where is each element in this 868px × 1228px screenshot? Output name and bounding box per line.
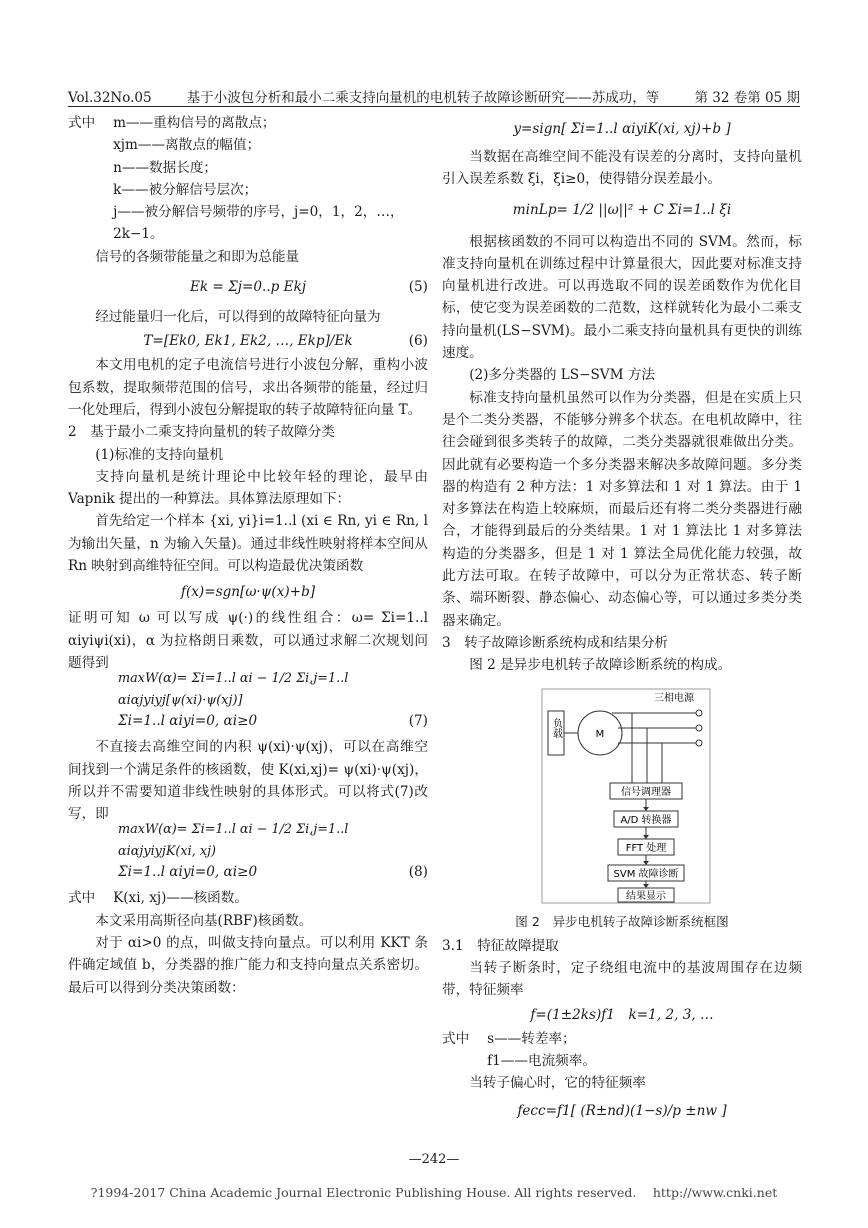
copyright-footer: ?1994-2017 China Academic Journal Electronic Publishing House. All rights reserved. http://www.cnki.net bbox=[90, 1185, 778, 1200]
paragraph: 根据核函数的不同可以构造出不同的 SVM。然而，标准支持向量机在训练过程中计算量很大，因此要对标准支持向量机进行改进。可以再选取不同的误差函数作为优化目标，使它变为误差函数的二范数，这样就转化为最小二乘支持向量机(LS−SVM)。最小二乘支持向量机具有更快的训练速度。 bbox=[442, 233, 802, 362]
paragraph: 对于 αi>0 的点，叫做支持向量点。可以利用 KKT 条件确定域值 b，分类器的推广能力和支持向量点关系密切。最后可以得到分类决策函数： bbox=[68, 935, 428, 996]
equation-7a bbox=[68, 670, 428, 709]
page-number: —242— bbox=[408, 1152, 460, 1167]
equation-text: T=[Ek0, Ek1, Ek2, …, Ekp]/Ek bbox=[143, 333, 353, 350]
paragraph: 本文用电机的定子电流信号进行小波包分解，重构小波包系数，提取频带范围的信号，求出各频带的能量，经过归一化处理后，得到小波包分解提取的转子故障特征向量 T。 bbox=[68, 357, 428, 418]
paragraph: 图 2 是异步电机转子故障诊断系统的构成。 bbox=[469, 657, 732, 674]
arrow-head bbox=[643, 884, 649, 888]
motor-label: M bbox=[595, 728, 605, 740]
volume-label: Vol.32No.05 bbox=[68, 90, 152, 106]
paragraph: 当数据在高维空间不能没有误差的分离时，支持向量机引入误差系数 ξi，ξi≥0，使得错分误差最小。 bbox=[442, 149, 802, 188]
arrow-head bbox=[643, 861, 649, 865]
definition-line: 2k−1。 bbox=[68, 226, 164, 243]
classification-equation bbox=[442, 112, 802, 146]
issue-label: 第 32 卷第 05 期 bbox=[694, 90, 800, 106]
definition-line: f1——电流频率。 bbox=[442, 1053, 596, 1070]
subsection-heading: (1)标准的支持向量机 bbox=[95, 446, 224, 463]
block-label: SVM 故障诊断 bbox=[613, 868, 679, 880]
definition-line: 式中 K(xi, xj)——核函数。 bbox=[68, 890, 248, 907]
decision-function-equation bbox=[68, 577, 428, 607]
paragraph: 当转子断条时，定子绕组电流中的基波周围存在边频带，特征频率 bbox=[442, 960, 802, 999]
terminal-a bbox=[696, 710, 702, 716]
paragraph: 首先给定一个样本 {xi, yi}i=1..l (xi ∈ Rn, yi ∈ Rn, l 为输出矢量，n 为输入矢量)。通过非线性映射将样本空间从 Rn 映射到高维特征空间。可以构造最优决策函数 bbox=[68, 513, 428, 575]
paragraph: 当转子偏心时，它的特征频率 bbox=[469, 1075, 646, 1092]
section-heading: 3 转子故障诊断系统构成和结果分析 bbox=[442, 634, 669, 651]
equation-number: (5) bbox=[408, 278, 428, 295]
section-heading: 3.1 特征故障提取 bbox=[442, 937, 559, 954]
block-label: 结果显示 bbox=[626, 890, 666, 902]
equation-8b bbox=[68, 857, 428, 887]
paragraph: 标准支持向量机虽然可以作为分类器，但是在实质上只是个二类分类器，不能够分辨多个状态。在电机故障中，往往会碰到很多类转子的故障，二类分类器就很难做出分类。因此就有必要构造一个多分类器来解决多故障问题。多分类器的构造有 2 种方法：1 对多算法和 1 对 1 算法。由于 1 对多算法在构造上较麻烦，而最后还有将二类分类器进行融合，才能得到最后的分类结果。1 对 1 算法比 1 对多算法构造的分类器多，但是 1 对 1 算法全局优化能力较强，故此方法可取。在转子故障中，可以分为正常状态、转子断条、端环断裂、静态偏心、动态偏心等，可以通过多类分类器来确定。 bbox=[442, 389, 802, 629]
definition-line: k——被分解信号层次； bbox=[68, 181, 258, 198]
equation-5 bbox=[68, 268, 428, 306]
paragraph: 信号的各频带能量之和即为总能量 bbox=[95, 248, 300, 265]
section-heading: 2 基于最小二乘支持向量机的转子故障分类 bbox=[68, 424, 335, 441]
definition-line: n——数据长度； bbox=[68, 159, 218, 176]
equation-text: maxW(α)= Σi=1..l αi − 1/2 Σi,j=1..l αiαjyiyj[ψ(xi)·ψ(xj)] bbox=[118, 670, 349, 709]
equation-number: (8) bbox=[408, 864, 428, 881]
equation-text: Σi=1..l αiyi=0, αi≥0 bbox=[118, 713, 258, 730]
subsection-heading: (2)多分类器的 LS−SVM 方法 bbox=[469, 367, 656, 384]
paragraph: 本文采用高斯径向基(RBF)核函数。 bbox=[95, 912, 313, 929]
equation-text: y=sign[ Σi=1..l αiyiK(xi, xj)+b ] bbox=[513, 120, 731, 137]
equation-text: Σi=1..l αiyi=0, αi≥0 bbox=[118, 864, 258, 881]
equation-8a bbox=[68, 822, 428, 860]
block-label: A/D 转换器 bbox=[620, 814, 672, 826]
arrow-head bbox=[643, 835, 649, 839]
definition-line: j——被分解信号频带的序号，j=0，1，2，…， bbox=[68, 204, 404, 221]
eccentricity-frequency-equation bbox=[442, 1095, 802, 1129]
equation-7b bbox=[68, 706, 428, 736]
minimization-equation bbox=[442, 191, 802, 231]
paragraph: 证明可知 ω 可以写成 ψ(·)的线性组合：ω= Σi=1..l αiyiψi(xi)，α 为拉格朗日乘数，可以通过求解二次规划问题得到 bbox=[68, 610, 428, 671]
arrow-head bbox=[643, 807, 649, 811]
equation-number: (7) bbox=[408, 713, 428, 730]
equation-number: (6) bbox=[408, 333, 428, 350]
equation-text: f(x)=sgn[ω·ψ(x)+b] bbox=[180, 584, 316, 601]
right-column bbox=[442, 112, 802, 1129]
running-header bbox=[68, 84, 800, 107]
equation-6 bbox=[68, 328, 428, 354]
definition-line: xjm——离散点的幅值； bbox=[68, 137, 261, 154]
block-label: 信号调理器 bbox=[621, 786, 671, 798]
paragraph: 经过能量归一化后，可以得到的故障特征向量为 bbox=[95, 309, 381, 326]
definition-line: 式中 m——重构信号的离散点； bbox=[68, 115, 276, 131]
equation-text: fecc=f1[ (R±nd)(1−s)/p ±nw ] bbox=[517, 1103, 727, 1120]
paragraph: 支持向量机是统计理论中比较年轻的理论，最早由 Vapnik 提出的一种算法。具体算法原理如下： bbox=[68, 468, 428, 508]
definition-line: 式中 s——转差率； bbox=[442, 1030, 576, 1047]
figure-caption: 图 2 异步电机转子故障诊断系统框图 bbox=[515, 913, 729, 929]
block-label: FFT 处理 bbox=[625, 842, 667, 854]
left-column bbox=[68, 112, 428, 999]
block-diagram-svg bbox=[442, 683, 802, 907]
paragraph: 不直接去高维空间的内积 ψ(xi)·ψ(xj)，可以在高维空间找到一个满足条件的核函数，使 K(xi,xj)= ψ(xi)·ψ(xj)，所以并不需要知道非线性映射的具体形式。可以将式(7)改写，即 bbox=[68, 739, 428, 823]
power-label: 三相电源 bbox=[654, 692, 694, 704]
equation-text: Ek = Σj=0..p Ekj bbox=[189, 278, 307, 295]
equation-text: minLp= 1/2 ||ω||² + C Σi=1..l ξi bbox=[512, 202, 732, 219]
load-label: 负载 bbox=[550, 717, 562, 738]
rotor-bar-frequency-equation bbox=[442, 1002, 802, 1028]
equation-text: maxW(α)= Σi=1..l αi − 1/2 Σi,j=1..l αiαjyiyjK(xi, xj) bbox=[118, 822, 349, 860]
terminal-c bbox=[696, 740, 702, 746]
running-title: 基于小波包分析和最小二乘支持向量机的电机转子故障诊断研究——苏成功，等 bbox=[186, 90, 660, 106]
equation-text: f=(1±2ks)f1 k=1, 2, 3, … bbox=[530, 1006, 714, 1023]
figure-2-block-diagram bbox=[442, 683, 802, 907]
terminal-b bbox=[696, 725, 702, 731]
